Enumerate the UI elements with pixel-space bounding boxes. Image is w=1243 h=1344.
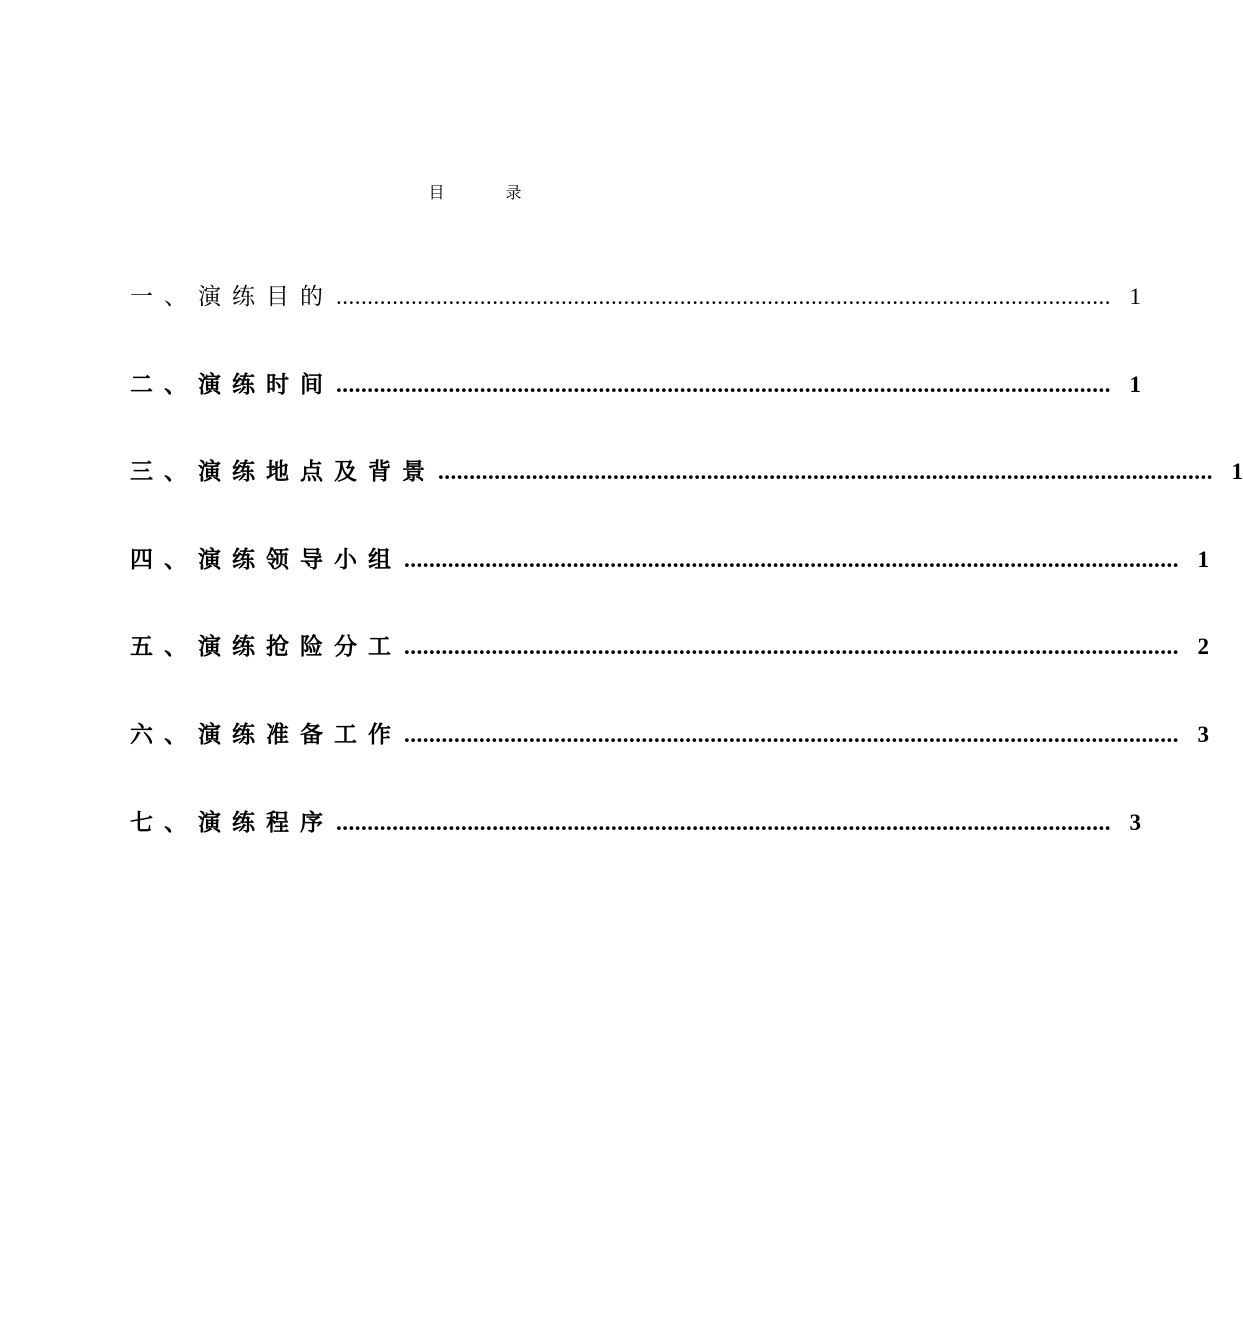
toc-entry-label: 七、演练程序 <box>130 808 334 836</box>
toc-leader-dots: ............................................................................................................................ <box>404 546 1179 572</box>
toc-leader-dots: ............................................................................................................................ <box>336 809 1111 835</box>
toc-entry-page: 2 <box>1197 634 1209 660</box>
toc-title: 目 录 <box>428 183 550 202</box>
toc-leader-dots: ............................................................................................................................ <box>336 371 1111 397</box>
toc-entry-page: 3 <box>1129 809 1141 835</box>
toc-entry-label: 一、演练目的 <box>130 284 334 310</box>
toc-entry-label: 五、演练抢险分工 <box>130 633 402 661</box>
toc-entry-label: 六、演练准备工作 <box>130 720 402 748</box>
toc-entry-page: 1 <box>1129 371 1141 397</box>
toc-leader-dots: ............................................................................................................................ <box>438 459 1213 485</box>
toc-leader-dots: ............................................................................................................................ <box>404 634 1179 660</box>
toc-list <box>130 278 1243 891</box>
toc-entry-page: 3 <box>1197 721 1209 747</box>
toc-entry-page: 1 <box>1197 546 1209 572</box>
toc-entry-3[interactable] <box>130 453 1243 488</box>
toc-entry-page: 1 <box>1231 459 1243 485</box>
toc-entry-label: 二、演练时间 <box>130 370 334 398</box>
toc-entry-6[interactable] <box>130 716 1209 751</box>
toc-entry-4[interactable] <box>130 541 1209 576</box>
toc-leader-dots: ............................................................................................................................ <box>404 721 1179 747</box>
toc-entry-2[interactable] <box>130 366 1141 401</box>
toc-entry-5[interactable] <box>130 628 1209 663</box>
toc-entry-label: 四、演练领导小组 <box>130 545 402 573</box>
toc-leader-dots: ............................................................................................................................ <box>336 284 1111 309</box>
toc-entry-7[interactable] <box>130 804 1141 839</box>
toc-entry-label: 三、演练地点及背景 <box>130 458 436 486</box>
toc-entry-page: 1 <box>1129 284 1141 309</box>
toc-entry-1[interactable] <box>130 278 1141 313</box>
